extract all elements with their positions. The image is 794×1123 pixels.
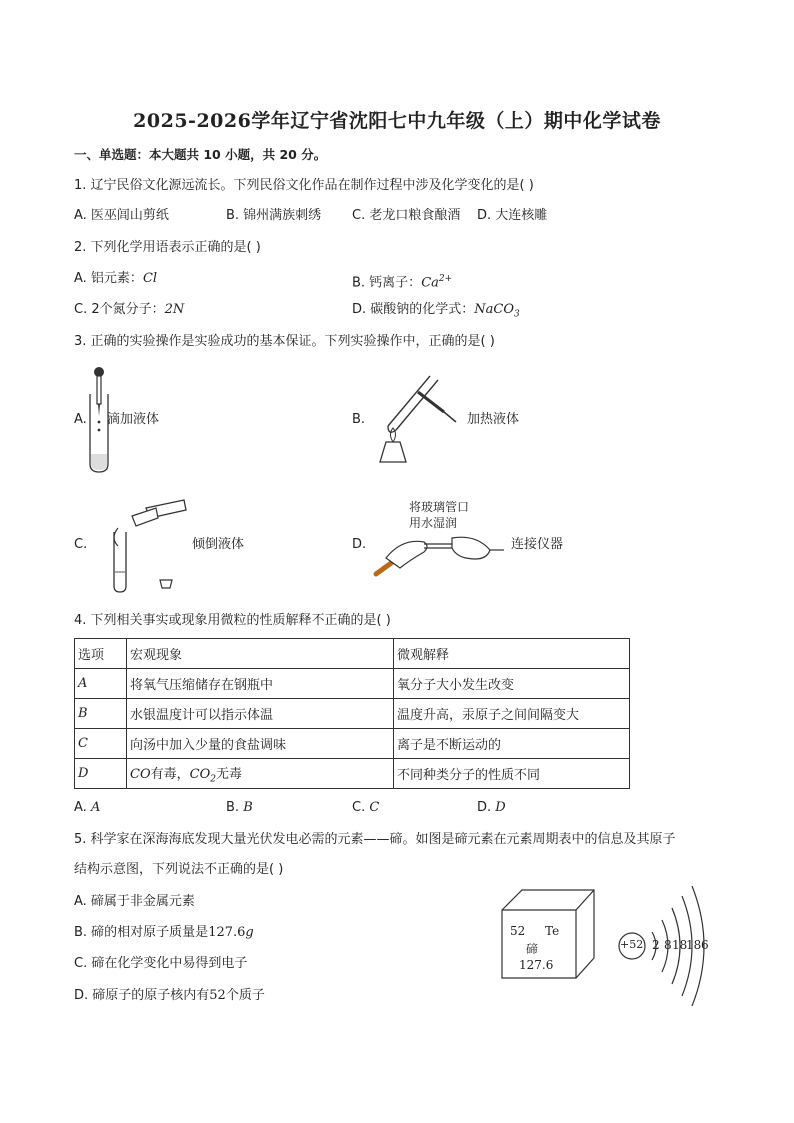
q5-d-label: D. 碲原子的原子核内有 (74, 988, 210, 1003)
q2-b-formula: Ca (421, 275, 439, 291)
q5-option-b[interactable] (74, 924, 254, 942)
q1-option-b[interactable]: B. 锦州满族刺绣 (226, 208, 322, 223)
q1-stem: 1. 辽宁民俗文化源远流长。下列民俗文化作品在制作过程中涉及化学变化的是( ) (74, 178, 534, 193)
q4-d-label: D. (477, 800, 496, 815)
electron-shell-3: 18 (672, 938, 688, 952)
q4-a-letter: A (90, 800, 101, 815)
formula-co2: CO (189, 766, 211, 782)
q5-b-label: B. 碲的相对原子质量是 (74, 925, 209, 940)
table-cell-option: B (75, 699, 127, 729)
q2-option-b[interactable] (352, 270, 452, 292)
q3-d-note-line1: 将玻璃管口 (409, 500, 470, 514)
table-header-cell: 选项 (75, 639, 127, 669)
q5-d-tail: 个质子 (225, 988, 265, 1003)
q2-option-d[interactable] (352, 301, 520, 324)
electron-shell-1: 2 (652, 938, 660, 952)
connecting-apparatus-illustration (366, 528, 510, 580)
table-cell-macro: 将氧气压缩储存在钢瓶中 (127, 669, 394, 699)
table-cell-option: D (75, 759, 127, 789)
table-cell-macro (127, 759, 394, 789)
q3-option-b-label[interactable]: B. (352, 412, 366, 427)
q2-stem: 2. 下列化学用语表示正确的是( ) (74, 240, 261, 255)
q2-a-label: A. 铝元素： (74, 271, 143, 286)
electron-shell-4: 18 (686, 938, 702, 952)
q4-c-label: C. (352, 800, 370, 815)
table-header-cell: 微观解释 (394, 639, 630, 669)
q4-option-c[interactable] (352, 799, 379, 817)
q2-a-formula: Cl (142, 271, 158, 286)
q4-stem: 4. 下列相关事实或现象用微粒的性质解释不正确的是( ) (74, 613, 391, 628)
table-row (75, 759, 630, 789)
page-title: 2025-2026学年辽宁省沈阳七中九年级（上）期中化学试卷 (133, 110, 661, 132)
q3-b-caption: 加热液体 (467, 412, 520, 427)
macro-text-2: 无毒 (215, 766, 242, 782)
table-cell-micro: 不同种类分子的性质不同 (394, 759, 630, 789)
nucleus-charge: +52 (620, 938, 644, 951)
table-header-row (75, 639, 630, 669)
q1-option-a[interactable]: A. 医巫闾山剪纸 (74, 208, 169, 223)
q5-stem-line1: 5. 科学家在深海海底发现大量光伏发电必需的元素——碲。如图是碲元素在元素周期表中的信息及其原子 (74, 832, 676, 847)
q3-option-d-label[interactable]: D. (352, 537, 367, 552)
q3-option-a-label[interactable]: A. (74, 412, 87, 427)
q3-c-caption: 倾倒液体 (192, 537, 245, 552)
q4-option-a[interactable] (74, 799, 100, 817)
q4-b-letter: B (243, 800, 253, 815)
q5-d-value: 52 (209, 988, 226, 1003)
table-cell-micro: 离子是不断运动的 (394, 729, 630, 759)
table-cell-option: C (75, 729, 127, 759)
q2-b-charge: 2+ (438, 274, 453, 284)
q2-option-c[interactable] (74, 301, 184, 319)
q5-stem-line2: 结构示意图，下列说法不正确的是( ) (74, 862, 284, 877)
q2-c-formula: 2N (164, 302, 185, 317)
section-heading: 一、单选题：本大题共 10 小题，共 20 分。 (74, 147, 327, 162)
q5-option-d[interactable] (74, 987, 265, 1005)
pouring-liquid-illustration (96, 488, 188, 594)
q3-a-caption: 滴加液体 (107, 412, 160, 427)
q4-option-b[interactable] (226, 799, 253, 817)
q1-option-d[interactable]: D. 大连核雕 (477, 208, 548, 223)
q4-c-letter: C (369, 800, 380, 815)
q3-d-caption: 连接仪器 (511, 537, 564, 552)
electron-shell-2: 8 (664, 938, 672, 952)
q2-d-subscript: 3 (514, 309, 520, 320)
q4-a-label: A. (74, 800, 91, 815)
formula-co: CO (130, 766, 151, 782)
table-cell-micro: 温度升高，汞原子之间间隔变大 (394, 699, 630, 729)
q5-option-c[interactable]: C. 碲在化学变化中易得到电子 (74, 956, 248, 971)
table-row (75, 669, 630, 699)
heating-liquid-illustration (370, 372, 470, 464)
q2-b-label: B. 钙离子： (352, 275, 422, 291)
element-symbol: Te (545, 924, 560, 938)
q5-b-value: 127.6 (208, 925, 246, 940)
q5-b-unit: g (245, 925, 254, 940)
q3-option-c-label[interactable]: C. (74, 537, 88, 552)
q4-table (74, 638, 630, 789)
macro-text-1: 有毒， (150, 766, 190, 782)
q4-option-d[interactable] (477, 799, 506, 817)
q2-d-formula: NaCO (474, 302, 515, 317)
q2-c-label: C. 2个氮分子： (74, 302, 165, 317)
table-cell-micro: 氧分子大小发生改变 (394, 669, 630, 699)
q4-d-letter: D (495, 800, 506, 815)
q5-option-a[interactable]: A. 碲属于非金属元素 (74, 894, 195, 909)
table-row (75, 729, 630, 759)
element-atomic-mass: 127.6 (519, 958, 554, 972)
q2-option-a[interactable] (74, 270, 157, 288)
table-cell-macro: 水银温度计可以指示体温 (127, 699, 394, 729)
q1-option-c[interactable]: C. 老龙口粮食酿酒 (352, 208, 461, 223)
q2-d-label: D. 碳酸钠的化学式： (352, 302, 475, 317)
q3-d-note-line2: 用水湿润 (409, 516, 458, 530)
element-name: 碲 (526, 942, 539, 956)
table-header-cell: 宏观现象 (127, 639, 394, 669)
q4-b-label: B. (226, 800, 244, 815)
formula-co2-subscript: 2 (210, 774, 216, 785)
table-cell-option: A (75, 669, 127, 699)
electron-shell-5: 6 (701, 938, 709, 952)
q3-stem: 3. 正确的实验操作是实验成功的基本保证。下列实验操作中，正确的是( ) (74, 334, 495, 349)
element-atomic-number: 52 (510, 924, 526, 938)
table-cell-macro: 向汤中加入少量的食盐调味 (127, 729, 394, 759)
table-row (75, 699, 630, 729)
